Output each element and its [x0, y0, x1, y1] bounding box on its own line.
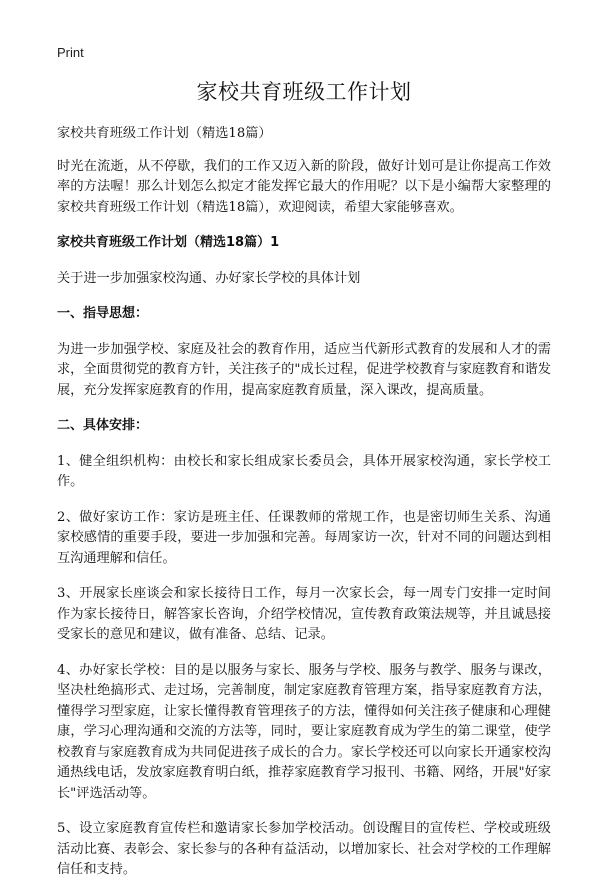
arrangement-heading: 二、具体安排：: [57, 418, 149, 433]
guiding-paragraph: 为进一步加强学校、家庭及社会的教育作用，适应当代新形式教育的发展和人才的需求，全面贯彻党的教育方针，关注孩子的"成长过程，促进学校教育与家庭教育和谐发展，充分发挥家庭教育的作用，提高家庭教育质量，深入课改，提高质量。: [57, 341, 551, 398]
print-link[interactable]: Print: [57, 45, 84, 60]
guiding-heading: 一、指导思想：: [57, 306, 149, 321]
arrangement-item: 3、开展家长座谈会和家长接待日工作，每月一次家长会，每一周专门安排一定时间作为家长接待日，解答家长咨询，介绍学校情况，宣传教育政策法规等，并且诚恳接受家长的意见和建议，做有准备、总结、记录。: [57, 586, 551, 642]
arrangement-item: 4、办好家长学校：目的是以服务与家长、服务与学校、服务与教学、服务与课改，坚决杜绝搞形式、走过场，完善制度，制定家庭教育管理方案，指导家庭教育方法，懂得学习型家庭，让家长懂得教育管理孩子的方法，懂得如何关注孩子健康和心理健康，学习心理沟通和交流的方法等，同时，要让家庭教育成为学生的第二课堂，使学校教育与家庭教育成为共同促进孩子成长的合力。家长学校还可以向家长开通家校沟通热线电话，发放家庭教育明白纸，推荐家庭教育学习报刊、书籍、网络，开展"好家长"评选活动等。: [57, 662, 551, 801]
arrangement-item: 1、健全组织机构：由校长和家长组成家长委员会，具体开展家校沟通，家长学校工作。: [57, 453, 551, 489]
arrangement-item: 5、设立家庭教育宣传栏和邀请家长参加学校活动。创设醒目的宣传栏、学校或班级活动比赛、表彰会、家长参与的各种有益活动，以增加家长、社会对学校的工作理解信任和支持。: [57, 821, 551, 877]
document-body: [57, 78, 551, 896]
page-title: 家校共育班级工作计划: [196, 80, 412, 104]
intro-paragraph: 时光在流逝，从不停歇，我们的工作又迈入新的阶段，做好计划可是让你提高工作效率的方法喔！那么计划怎么拟定才能发挥它最大的作用呢？以下是小编帮大家整理的家校共育班级工作计划（精选18篇），欢迎阅读，希望大家能够喜欢。: [57, 158, 551, 215]
document-subtitle: 家校共育班级工作计划（精选18篇）: [57, 126, 272, 141]
plan-title: 关于进一步加强家校沟通、办好家长学校的具体计划: [57, 270, 361, 286]
arrangement-item: 2、做好家访工作：家访是班主任、任课教师的常规工作，也是密切师生关系、沟通家校感情的重要手段，要进一步加强和完善。每周家访一次，针对不同的问题达到相互沟通理解和信任。: [57, 509, 551, 566]
section-heading: 家校共育班级工作计划（精选18篇）1: [57, 235, 280, 250]
